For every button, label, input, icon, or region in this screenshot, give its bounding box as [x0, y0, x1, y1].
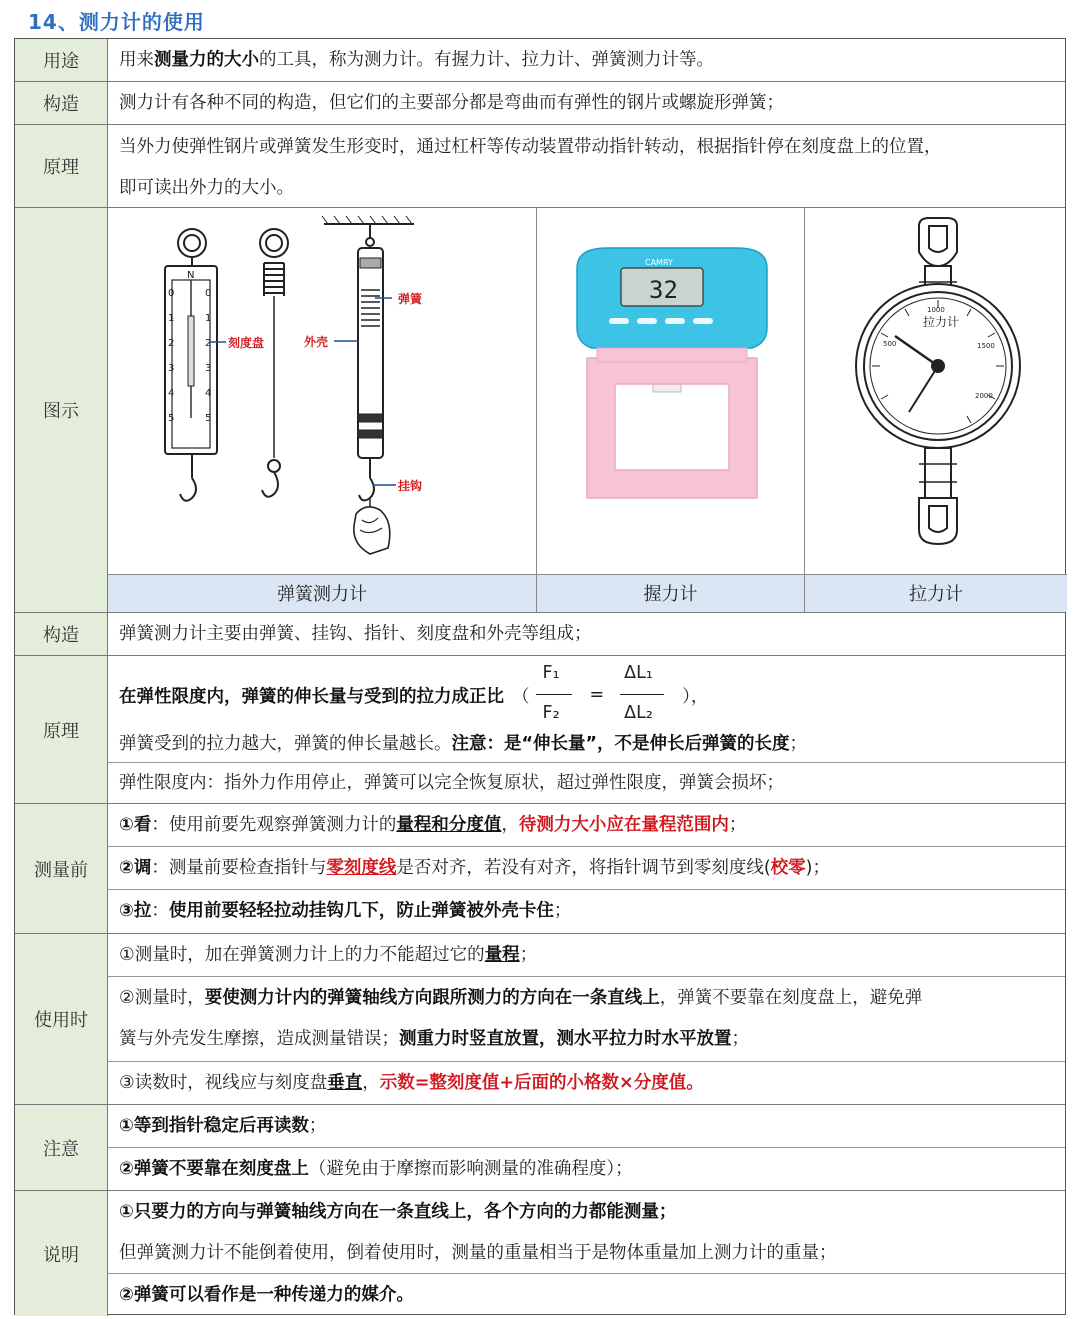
row-label: 用途 [15, 39, 108, 81]
row-explanation [15, 1191, 1065, 1316]
row-label: 说明 [15, 1191, 108, 1316]
scale-number: 5 [168, 413, 175, 424]
paren: ）， [682, 686, 709, 707]
figure-spring-scale [108, 208, 537, 574]
proportion-statement [119, 656, 708, 734]
bold-span: 要使测力计内的弹簧轴线方向跟所测力的方向在一条直线上 [204, 988, 660, 1008]
callout-spring: 弹簧 [398, 292, 423, 306]
spring-scale-illustration [108, 208, 537, 574]
red-span: 零刻度线 [326, 858, 397, 878]
scale-number: 1 [168, 313, 175, 324]
gauge-title: 拉力计 [923, 315, 960, 329]
scale-number: 1 [205, 313, 212, 324]
scale-number: 3 [205, 363, 212, 374]
gauge-number: 2000 [975, 392, 993, 400]
red-span: 示数=整刻度值+后面的小格数×分度值。 [379, 1073, 704, 1093]
fraction-bar [620, 694, 664, 695]
text-span: ③读数时，视线应与刻度盘 [119, 1073, 328, 1093]
text-span: ②测量时， [119, 988, 205, 1008]
elongation-note [119, 726, 807, 762]
row-principle [15, 125, 1065, 208]
row-use [15, 39, 1065, 82]
text-span: ； [731, 1029, 749, 1049]
gauge-number: 1000 [927, 306, 945, 314]
text-span: 簧与外壳发生摩擦，造成测量错误； [119, 1029, 399, 1049]
text-span: ； [789, 734, 808, 754]
grip-dynamometer-illustration [537, 208, 805, 574]
section-heading: 14、测力计的使用 [28, 10, 205, 34]
text-span: ； [308, 1116, 327, 1136]
row-label: 原理 [15, 125, 108, 207]
bold-span: 量程和分度值 [396, 815, 502, 835]
text-line: 即可读出外力的大小。 [119, 178, 294, 198]
bold-span: 使用前要轻轻拉动挂钩几下，防止弹簧被外壳卡住 [168, 901, 554, 921]
text-span: ， [362, 1073, 380, 1093]
measuring-instrument-table [14, 38, 1066, 1315]
during-item-1 [108, 934, 1065, 977]
before-item-look [108, 804, 1065, 847]
row-label: 构造 [15, 613, 108, 655]
row-before-measuring [15, 804, 1065, 934]
before-item-adjust [108, 847, 1065, 890]
bold-span: 注意：是“伸长量”，不是伸长后弹簧的长度 [451, 734, 790, 754]
text-span: )； [805, 858, 830, 878]
tube-scale [322, 216, 414, 554]
row-label: 使用时 [15, 934, 108, 1104]
grip-brand: CAMRY [645, 258, 673, 267]
text-span: ，弹簧不要靠在刻度盘上，避免弹 [659, 988, 923, 1008]
text-line: 当外力使弹性钢片或弹簧发生形变时，通过杠杆等传动装置带动指针转动，根据指针停在刻度盘上的位置， [119, 137, 942, 157]
text-span: ； [728, 815, 747, 835]
bold-span: ②弹簧可以看作是一种传递力的媒介。 [119, 1285, 414, 1305]
gauge-number: 500 [883, 340, 897, 348]
bold-span: ①等到指针稳定后再读数 [119, 1116, 309, 1136]
scale-number: 2 [168, 338, 175, 349]
row-label: 构造 [15, 82, 108, 124]
figure-tension-meter [805, 208, 1067, 574]
bold-span: 垂直 [327, 1073, 363, 1093]
scale-number: 4 [205, 388, 212, 399]
row-spring-principle [15, 656, 1065, 804]
bold-span: ②调 [119, 858, 152, 878]
text-span: ； [519, 945, 538, 965]
bare-spring [260, 229, 288, 497]
text-span: ：使用前要先观察弹簧测力计的 [151, 815, 397, 835]
grip-reading: 32 [649, 276, 678, 304]
row-text: 弹簧测力计主要由弹簧、挂钩、指针、刻度盘和外壳等组成； [119, 624, 592, 644]
fraction-elongation [618, 655, 668, 735]
gauge-number: 1500 [977, 342, 995, 350]
text-line: 但弹簧测力计不能倒着使用，倒着使用时，测量的重量相当于是物体重量加上测力计的重量； [119, 1243, 837, 1263]
bold-span: ③拉 [119, 901, 152, 921]
fraction-denominator: F₂ [542, 703, 560, 723]
callout-hook: 挂钩 [398, 479, 423, 493]
fraction-bar [536, 694, 572, 695]
row-text: 测力计有各种不同的构造，但它们的主要部分都是弯曲而有弹性的钢片或螺旋形弹簧； [119, 93, 784, 113]
text-span: 的工具，称为测力计。有握力计、拉力计、弹簧测力计等。 [259, 50, 714, 70]
scale-unit-label: N [187, 270, 195, 281]
text-span: ：测量前要检查指针与 [151, 858, 327, 878]
row-text [119, 127, 1057, 209]
callout-dial: 刻度盘 [228, 336, 265, 350]
scale-number: 2 [205, 338, 212, 349]
during-item-2 [108, 977, 1065, 1062]
text-span: ①测量时，加在弹簧测力计上的力不能超过它的 [119, 945, 485, 965]
row-spring-structure [15, 613, 1065, 656]
row-label: 原理 [15, 656, 108, 803]
fraction-force [534, 655, 576, 735]
text-span: ； [553, 901, 572, 921]
row-notes [15, 1105, 1065, 1191]
note-item-2 [108, 1148, 1065, 1191]
bold-span: 测重力时竖直放置，测水平拉力时水平放置 [399, 1029, 732, 1049]
scale-number: 3 [168, 363, 175, 374]
text-span: （避免由于摩擦而影响测量的准确程度）； [308, 1159, 633, 1179]
text-line: 弹性限度内：指外力作用停止，弹簧可以完全恢复原状，超过弹性限度，弹簧会损坏； [119, 773, 784, 793]
fraction-denominator: ΔL₂ [624, 703, 653, 723]
scale-number: 5 [205, 413, 212, 424]
scale-number: 4 [168, 388, 175, 399]
text-span: 用来 [119, 50, 154, 70]
bold-span: ②弹簧不要靠在刻度盘上 [119, 1159, 309, 1179]
row-structure [15, 82, 1065, 125]
red-span: 待测力大小应在量程范围内 [518, 815, 729, 835]
bold-span: ①看 [119, 815, 152, 835]
fraction-numerator: ΔL₁ [624, 663, 653, 683]
equals-sign: = [589, 685, 605, 705]
bold-span: 测量力的大小 [154, 50, 259, 70]
scale-number: 0 [168, 288, 175, 299]
red-span: 校零 [770, 858, 806, 878]
caption-grip: 握力计 [537, 575, 805, 613]
explain-item-2 [108, 1274, 1065, 1316]
explain-item-1 [108, 1191, 1065, 1274]
during-item-3 [108, 1062, 1065, 1105]
principle-line-3 [108, 762, 1065, 804]
principle-line-1 [108, 656, 1065, 760]
row-label: 测量前 [15, 804, 108, 933]
callout-shell: 外壳 [304, 335, 329, 349]
figure-caption-bar [108, 574, 1067, 612]
row-label: 图示 [15, 208, 108, 612]
scale-number: 0 [205, 288, 212, 299]
row-text [119, 40, 1057, 81]
paren: （ [512, 686, 530, 707]
bold-span: ①只要力的方向与弹簧轴线方向在一条直线上，各个方向的力都能测量； [119, 1202, 677, 1222]
figure-grip-dynamometer [537, 208, 805, 574]
bold-span: 量程 [484, 945, 520, 965]
text-span: ， [501, 815, 519, 835]
bold-span: 在弹性限度内，弹簧的伸长量与受到的拉力成正比 [119, 686, 504, 707]
caption-spring-scale: 弹簧测力计 [108, 575, 537, 613]
text-span: ： [151, 901, 169, 921]
row-figures [15, 208, 1065, 613]
text-span: 是否对齐，若没有对齐，将指针调节到零刻度线( [396, 858, 771, 878]
note-item-1 [108, 1105, 1065, 1148]
before-item-pull [108, 890, 1065, 934]
row-during-use [15, 934, 1065, 1105]
fraction-numerator: F₁ [542, 663, 560, 683]
tension-meter-illustration [805, 208, 1067, 574]
text-span: 弹簧受到的拉力越大，弹簧的伸长量越长。 [119, 734, 452, 754]
caption-tension: 拉力计 [909, 584, 963, 605]
row-label: 注意 [15, 1105, 108, 1190]
